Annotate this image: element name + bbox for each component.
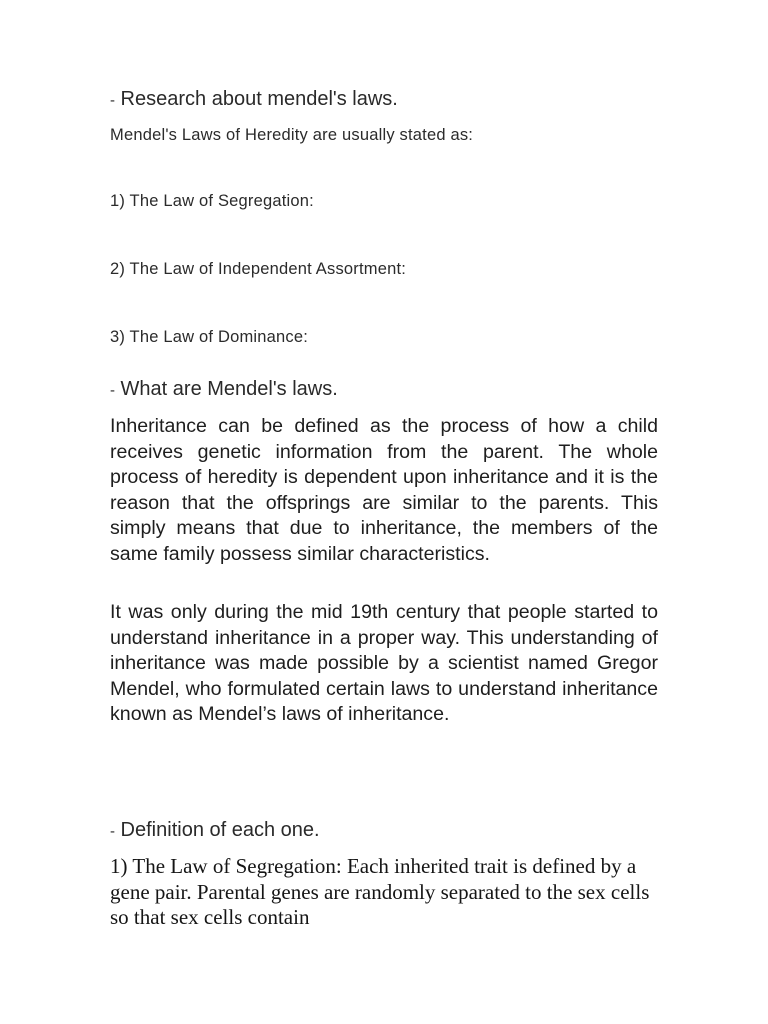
definition-segregation: 1) The Law of Segregation: Each inherited trait is defined by a gene pair. Parental genes are randomly separated to the sex cells so that sex cells contain bbox=[110, 854, 650, 929]
law-item-independent-assortment: 2) The Law of Independent Assortment: bbox=[110, 260, 407, 278]
law-item-segregation: 1) The Law of Segregation: bbox=[110, 192, 314, 210]
heading-text: Definition of each one. bbox=[115, 819, 320, 841]
heading-dash: - bbox=[110, 92, 115, 109]
heading-dash: - bbox=[110, 823, 115, 840]
section-heading-research bbox=[110, 88, 398, 111]
heading-text: Research about mendel's laws. bbox=[115, 88, 398, 110]
section-heading-what-are bbox=[110, 378, 338, 401]
paragraph-inheritance-definition: Inheritance can be defined as the process of how a child receives genetic information from the parent. The whole process of heredity is dependent upon inheritance and it is the reason that the offsprings are similar to the parents. This simply means that due to inheritance, the members of the same family possess similar characteristics. bbox=[110, 415, 658, 565]
heading-dash: - bbox=[110, 382, 115, 399]
law-item-dominance: 3) The Law of Dominance: bbox=[110, 328, 309, 346]
intro-line: Mendel's Laws of Heredity are usually stated as: bbox=[110, 126, 474, 144]
paragraph-mendel-history: It was only during the mid 19th century that people started to understand inheritance in a proper way. This understanding of inheritance was made possible by a scientist named Gregor Mendel, who formulated certain laws to understand inheritance known as Mendel’s laws of inheritance. bbox=[110, 601, 658, 725]
heading-text: What are Mendel's laws. bbox=[115, 378, 338, 400]
section-heading-definitions bbox=[110, 819, 320, 842]
